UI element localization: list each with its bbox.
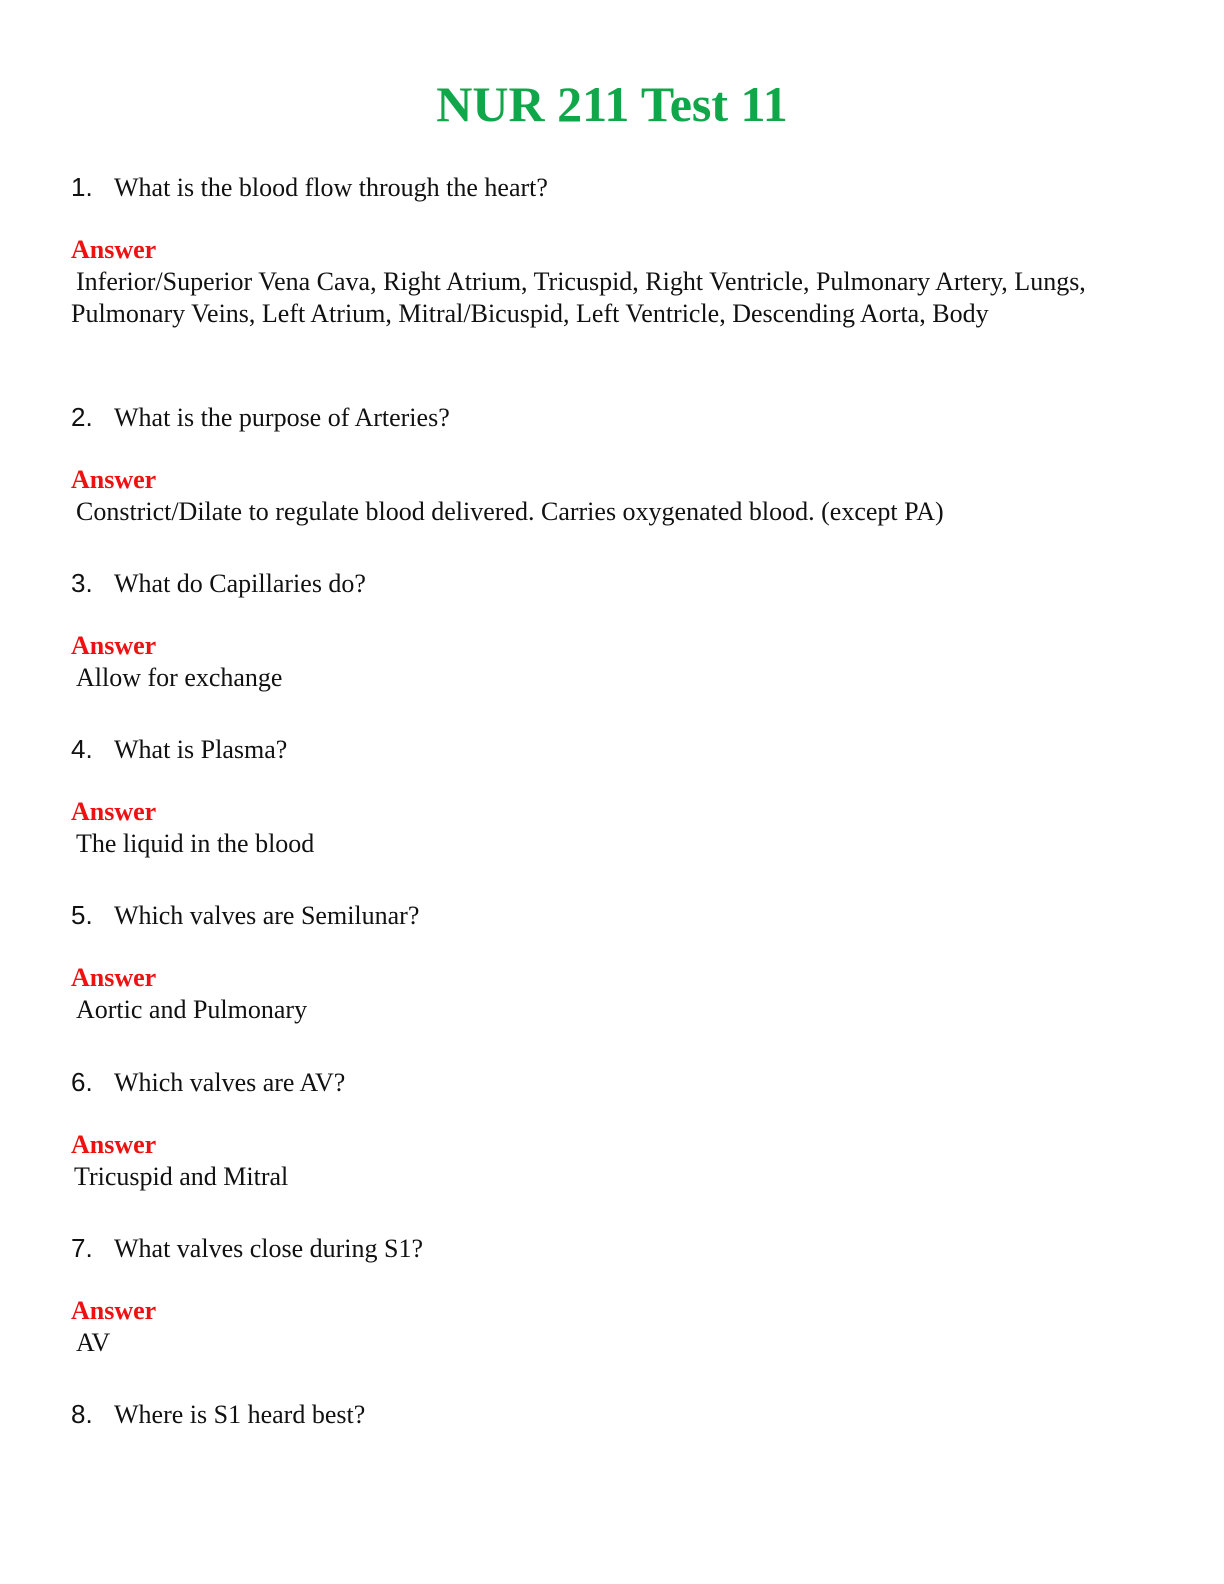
question-number: 7. <box>71 1233 93 1263</box>
question-line <box>71 734 1131 768</box>
question-line <box>71 1233 1131 1267</box>
question-block-4 <box>71 734 1131 860</box>
answer-text: Allow for exchange <box>76 663 283 692</box>
question-text: Which valves are Semilunar? <box>114 901 420 930</box>
answer-label: Answer <box>71 1130 157 1159</box>
answer-text: Aortic and Pulmonary <box>76 995 308 1024</box>
question-block-2 <box>71 402 1131 528</box>
question-text: What do Capillaries do? <box>114 569 366 598</box>
answer-label: Answer <box>71 963 157 992</box>
answer-text: Tricuspid and Mitral <box>74 1162 289 1191</box>
answer-label: Answer <box>71 235 157 264</box>
question-line <box>71 172 1131 206</box>
question-block-3 <box>71 568 1131 694</box>
answer-label: Answer <box>71 631 157 660</box>
question-block-8 <box>71 1399 1131 1433</box>
question-number: 1. <box>71 172 93 202</box>
question-number: 6. <box>71 1067 93 1097</box>
answer-text: Inferior/Superior Vena Cava, Right Atrium, Tricuspid, Right Ventricle, Pulmonary Artery, Lungs, Pulmonary Veins, Left Atrium, Mitral/Bicuspid, Left Ventricle, Descending Aorta, Body <box>71 267 1086 328</box>
question-number: 5. <box>71 900 93 930</box>
question-block-5 <box>71 900 1131 1026</box>
question-block-1 <box>71 172 1131 330</box>
question-number: 2. <box>71 402 93 432</box>
question-line <box>71 402 1131 436</box>
question-block-6 <box>71 1067 1131 1193</box>
page-title: NUR 211 Test 11 <box>436 76 788 132</box>
question-text: What is the blood flow through the heart? <box>114 173 548 202</box>
answer-label: Answer <box>71 1296 157 1325</box>
question-text: What is the purpose of Arteries? <box>114 403 450 432</box>
question-number: 8. <box>71 1399 93 1429</box>
question-text: What valves close during S1? <box>114 1234 424 1263</box>
answer-text: The liquid in the blood <box>76 829 315 858</box>
question-number: 4. <box>71 734 93 764</box>
question-line <box>71 1067 1131 1101</box>
answer-label: Answer <box>71 797 157 826</box>
answer-text: AV <box>76 1328 111 1357</box>
question-text: Which valves are AV? <box>114 1068 346 1097</box>
question-line <box>71 568 1131 602</box>
question-text: What is Plasma? <box>114 735 288 764</box>
question-line <box>71 1399 1131 1433</box>
answer-label: Answer <box>71 465 157 494</box>
question-line <box>71 900 1131 934</box>
question-block-7 <box>71 1233 1131 1359</box>
answer-text: Constrict/Dilate to regulate blood delivered. Carries oxygenated blood. (except PA) <box>76 497 944 526</box>
question-text: Where is S1 heard best? <box>114 1400 366 1429</box>
question-number: 3. <box>71 568 93 598</box>
